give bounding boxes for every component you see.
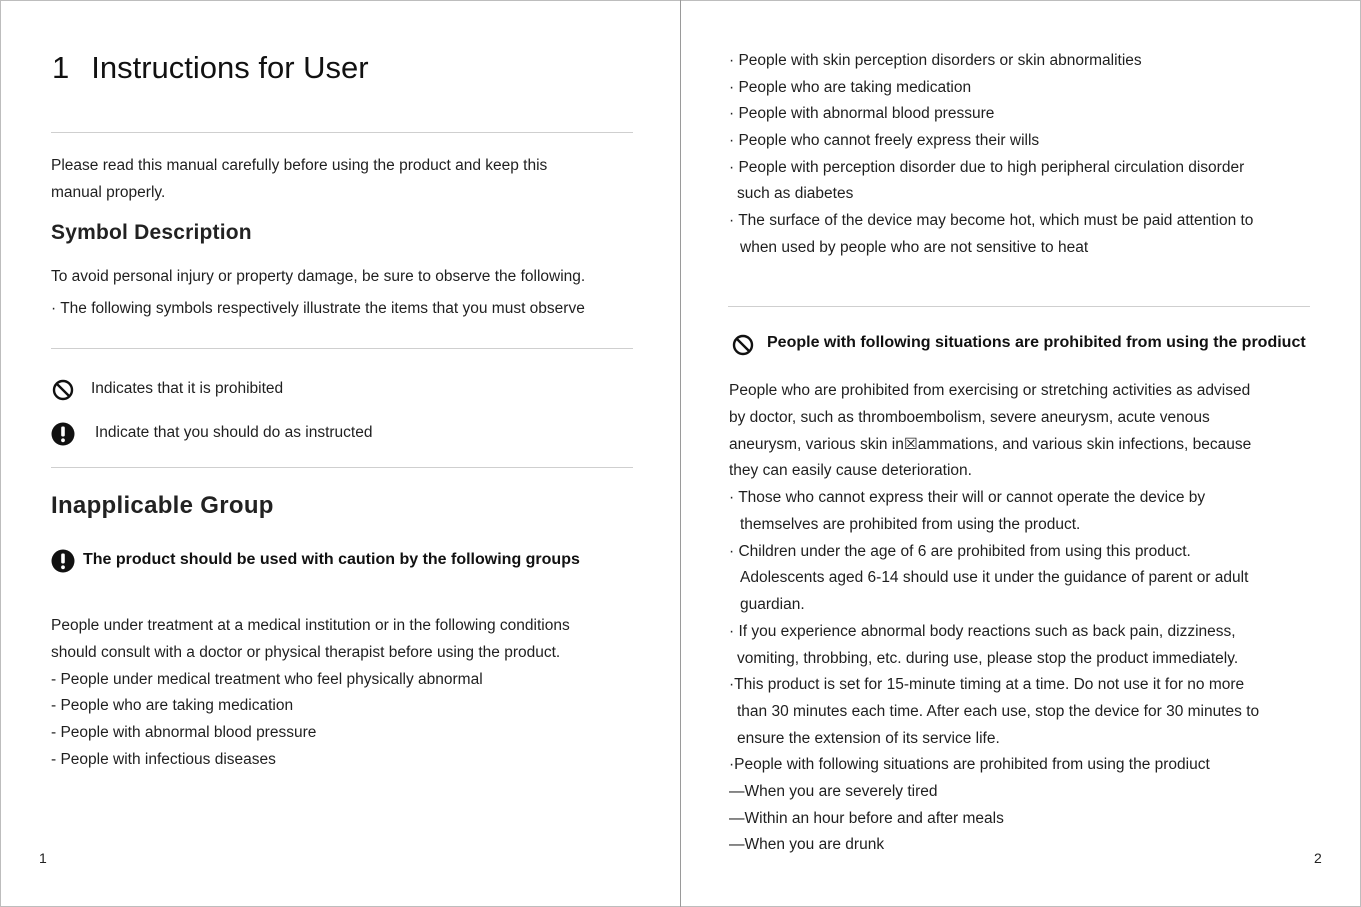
- symbol-description-heading: Symbol Description: [51, 221, 252, 244]
- prohibited-list-item: · Children under the age of 6 are prohibited from using this product.: [729, 543, 1191, 560]
- prohibited-dash-item: —When you are severely tired: [729, 783, 938, 800]
- list-item: · The surface of the device may become hot, which must be paid attention to: [729, 212, 1254, 229]
- intro-line: Please read this manual carefully before using the product and keep this: [51, 157, 548, 174]
- divider: [728, 306, 1310, 307]
- title-text: Instructions for User: [91, 50, 369, 85]
- caution-list-item: - People under medical treatment who feel physically abnormal: [51, 671, 483, 688]
- page-number: 2: [1314, 850, 1322, 866]
- list-item-continuation: when used by people who are not sensitive to heat: [740, 239, 1089, 256]
- caution-list-item: - People with abnormal blood pressure: [51, 724, 317, 741]
- symbol-label-instructed: Indicate that you should do as instructed: [95, 424, 373, 441]
- prohibited-icon: [52, 379, 74, 401]
- list-item: · People with abnormal blood pressure: [729, 105, 995, 122]
- prohibited-list-item: ·People with following situations are prohibited from using the prodiuct: [729, 756, 1210, 773]
- prohibited-list-continuation: themselves are prohibited from using the product.: [740, 516, 1081, 533]
- prohibited-list-continuation: vomiting, throbbing, etc. during use, please stop the product immediately.: [737, 650, 1239, 667]
- list-item: · People who are taking medication: [729, 79, 972, 96]
- prohibited-list-continuation: ensure the extension of its service life.: [737, 730, 1000, 747]
- exclamation-icon: [51, 549, 75, 573]
- caution-heading: The product should be used with caution by the following groups: [83, 551, 580, 568]
- symbol-intro: To avoid personal injury or property damage, be sure to observe the following.: [51, 268, 586, 285]
- intro-line: manual properly.: [51, 184, 166, 201]
- caution-list-item: - People who are taking medication: [51, 697, 294, 714]
- prohibited-list-item: · Those who cannot express their will or cannot operate the device by: [729, 489, 1206, 506]
- caution-list-item: - People with infectious diseases: [51, 751, 276, 768]
- prohibited-text-line: aneurysm, various skin in☒ammations, and various skin infections, because: [729, 436, 1252, 453]
- page-title: [52, 50, 369, 86]
- prohibited-dash-item: —Within an hour before and after meals: [729, 810, 1004, 827]
- symbol-note: · The following symbols respectively illustrate the items that you must observe: [51, 300, 585, 317]
- exclamation-icon: [51, 422, 75, 446]
- title-number: 1: [52, 50, 70, 85]
- divider: [51, 467, 633, 468]
- page-number: 1: [39, 850, 47, 866]
- divider: [51, 132, 633, 133]
- prohibited-icon: [732, 334, 754, 356]
- prohibited-list-continuation: Adolescents aged 6-14 should use it under the guidance of parent or adult: [740, 569, 1249, 586]
- list-item: · People who cannot freely express their wills: [729, 132, 1040, 149]
- list-item: · People with perception disorder due to high peripheral circulation disorder: [729, 159, 1245, 176]
- list-item-continuation: such as diabetes: [737, 185, 854, 202]
- prohibited-list-continuation: than 30 minutes each time. After each use, stop the device for 30 minutes to: [737, 703, 1260, 720]
- prohibited-list-item: ·This product is set for 15-minute timing at a time. Do not use it for no more: [729, 676, 1245, 693]
- inapplicable-group-heading: Inapplicable Group: [51, 492, 274, 519]
- page-spine-divider: [680, 0, 681, 907]
- divider: [51, 348, 633, 349]
- prohibited-text-line: by doctor, such as thromboembolism, severe aneurysm, acute venous: [729, 409, 1210, 426]
- caution-text-line: People under treatment at a medical institution or in the following conditions: [51, 617, 570, 634]
- prohibited-text-line: they can easily cause deterioration.: [729, 462, 972, 479]
- prohibited-list-continuation: guardian.: [740, 596, 805, 613]
- prohibited-list-item: · If you experience abnormal body reactions such as back pain, dizziness,: [729, 623, 1236, 640]
- caution-text-line: should consult with a doctor or physical therapist before using the product.: [51, 644, 561, 661]
- prohibited-text-line: People who are prohibited from exercising or stretching activities as advised: [729, 382, 1251, 399]
- symbol-label-prohibited: Indicates that it is prohibited: [91, 380, 284, 397]
- prohibited-heading: People with following situations are prohibited from using the prodiuct: [767, 334, 1306, 351]
- list-item: · People with skin perception disorders or skin abnormalities: [729, 52, 1142, 69]
- prohibited-dash-item: —When you are drunk: [729, 836, 885, 853]
